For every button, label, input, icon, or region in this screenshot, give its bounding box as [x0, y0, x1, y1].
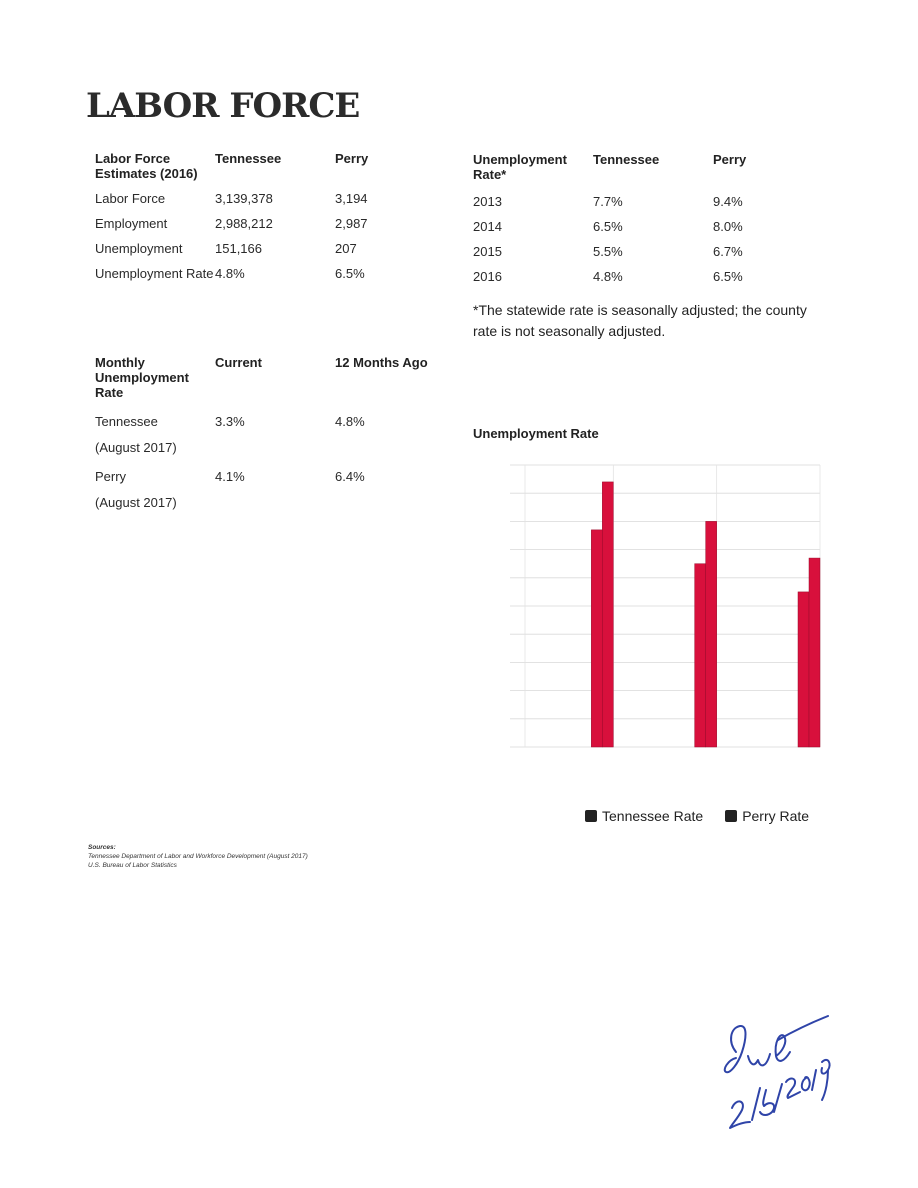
- chart-grid: [510, 465, 820, 747]
- table-cell-note: (August 2017): [95, 495, 177, 510]
- table-cell: Labor Force: [95, 191, 166, 206]
- table-cell: 4.1%: [215, 469, 245, 484]
- chart-legend: [585, 808, 809, 824]
- table-cell: 4.8%: [593, 269, 623, 284]
- table-cell: 2,987: [335, 216, 368, 231]
- table-cell: Perry: [95, 469, 127, 484]
- unemployment-rate-table: [473, 152, 773, 284]
- table-row: [473, 182, 773, 209]
- table-header: Perry: [713, 152, 747, 167]
- table-header: Current: [215, 355, 262, 370]
- table-header: Tennessee: [215, 151, 282, 166]
- bar-perry-2014: [602, 482, 613, 747]
- table-cell: 8.0%: [713, 219, 743, 234]
- table-row: [95, 400, 445, 429]
- handwritten-signature: [718, 1012, 838, 1142]
- table-row: [95, 231, 435, 256]
- table-row: [95, 429, 445, 455]
- table-cell: Unemployment: [95, 241, 183, 256]
- table-row: [95, 484, 445, 510]
- table-cell: 5.5%: [593, 244, 623, 259]
- table-header: Tennessee: [593, 152, 660, 167]
- signature-strokes: [725, 1016, 830, 1128]
- sources-note: [88, 843, 308, 870]
- labor-force-table: [95, 151, 435, 281]
- table-header: Unemployment Rate*: [473, 152, 567, 182]
- table-header: Labor Force Estimates (2016): [95, 151, 198, 181]
- table-cell: 6.5%: [335, 266, 365, 281]
- table-cell: 207: [335, 241, 357, 256]
- sources-label: Sources:: [88, 844, 116, 851]
- bar-perry-2016: [809, 558, 820, 747]
- bar-tennessee-2016: [798, 592, 809, 747]
- table-cell: 2013: [473, 194, 502, 209]
- chart-title: Unemployment Rate: [473, 426, 599, 441]
- table-header: Perry: [335, 151, 369, 166]
- legend-item-perry: [725, 808, 809, 824]
- table-cell: 2,988,212: [215, 216, 273, 231]
- table-header: 12 Months Ago: [335, 355, 428, 370]
- legend-label: Perry Rate: [742, 808, 810, 824]
- table-header-row: [95, 355, 445, 400]
- table-cell: 3,139,378: [215, 191, 273, 206]
- table-cell-note: (August 2017): [95, 440, 177, 455]
- table-row: [95, 181, 435, 206]
- table-cell: 6.5%: [713, 269, 743, 284]
- table-cell: 3.3%: [215, 414, 245, 429]
- table-cell: 6.4%: [335, 469, 365, 484]
- table-cell: 151,166: [215, 241, 262, 256]
- table-cell: 3,194: [335, 191, 368, 206]
- table-cell: 2014: [473, 219, 502, 234]
- table-cell: 7.7%: [593, 194, 623, 209]
- table-header-row: [473, 152, 773, 182]
- table-row: [473, 259, 773, 284]
- table-cell: 2015: [473, 244, 502, 259]
- table-row: [473, 234, 773, 259]
- table-cell: Tennessee: [95, 414, 158, 429]
- table-cell: 6.5%: [593, 219, 623, 234]
- unemployment-rate-chart: [500, 455, 830, 775]
- table-row: [95, 256, 435, 281]
- table-cell: 9.4%: [713, 194, 743, 209]
- bar-perry-2015: [706, 521, 717, 747]
- table-cell: 4.8%: [335, 414, 365, 429]
- table-row: [95, 206, 435, 231]
- legend-swatch-icon: [585, 810, 597, 822]
- page-title: LABOR FORCE: [86, 86, 360, 126]
- table-cell: 2016: [473, 269, 502, 284]
- source-line: U.S. Bureau of Labor Statistics: [88, 862, 177, 869]
- table-cell: 6.7%: [713, 244, 743, 259]
- monthly-unemployment-table: [95, 355, 445, 510]
- source-line: Tennessee Department of Labor and Workforce Development (August 2017): [88, 853, 308, 860]
- legend-swatch-icon: [725, 810, 737, 822]
- bar-tennessee-2015: [695, 564, 706, 747]
- bar-tennessee-2014: [591, 530, 602, 747]
- legend-item-tennessee: [585, 808, 703, 824]
- table-cell: Unemployment Rate: [95, 266, 214, 281]
- table-cell: 4.8%: [215, 266, 245, 281]
- table-header: Monthly Unemployment Rate: [95, 355, 189, 400]
- table-cell: Employment: [95, 216, 168, 231]
- table-header-row: [95, 151, 435, 181]
- table-row: [95, 455, 445, 484]
- rate-footnote: *The statewide rate is seasonally adjusted; the county rate is not seasonally adjusted.: [473, 302, 807, 339]
- table-row: [473, 209, 773, 234]
- legend-label: Tennessee Rate: [602, 808, 704, 824]
